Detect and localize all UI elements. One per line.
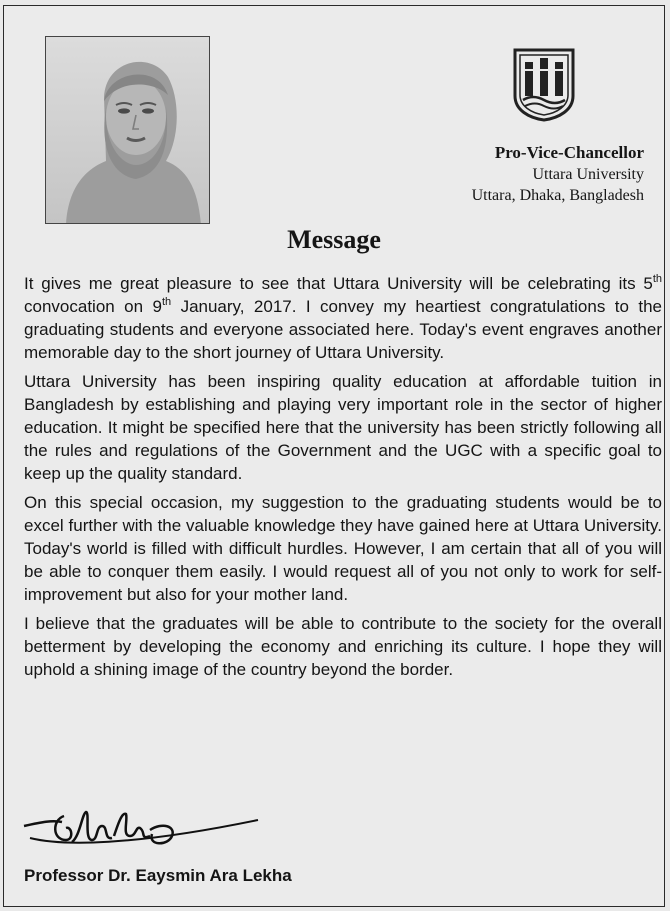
designation-title: Pro-Vice-Chancellor — [494, 143, 644, 162]
page-title: Message — [287, 225, 381, 254]
signer-name: Professor Dr. Eaysmin Ara Lekha — [24, 866, 292, 885]
message-body — [24, 272, 662, 687]
paragraph: I believe that the graduates will be able to contribute to the society for the overall betterment by developing the economy and enriching its culture. I hope they will uphold a shining image of the country beyond the border. — [24, 614, 662, 679]
institution-location: Uttara, Dhaka, Bangladesh — [471, 187, 644, 204]
paragraph: On this special occasion, my suggestion to the graduating students would be to excel further with the valuable knowledge they have gained here at Uttara University. Today's world is filled with difficult hurdles. However, I am certain that all of you will be able to conquer them easily. I would request all of you not only to work for self-improvement but also for your mother land. — [24, 493, 662, 604]
university-logo — [509, 46, 579, 122]
message-page — [3, 5, 665, 907]
paragraph: It gives me great pleasure to see that Uttara University will be celebrating its 5th convocation on 9th January, 2017. I convey my heartiest congratulations to the graduating students and everyone associated here. Today's event engraves another memorable day to the short journey of Uttara University. — [24, 273, 662, 362]
handwritten-signature — [22, 806, 262, 856]
portrait-photo — [45, 36, 210, 224]
paragraph: Uttara University has been inspiring quality education at affordable tuition in Bangladesh by establishing and playing very important role in the sector of higher education. It might be specified here that the university has been strictly following all the rules and regulations of the Government and the UGC with a specific goal to keep up the quality standard. — [24, 372, 662, 483]
institution-name: Uttara University — [532, 166, 644, 183]
designation-block — [384, 142, 644, 206]
